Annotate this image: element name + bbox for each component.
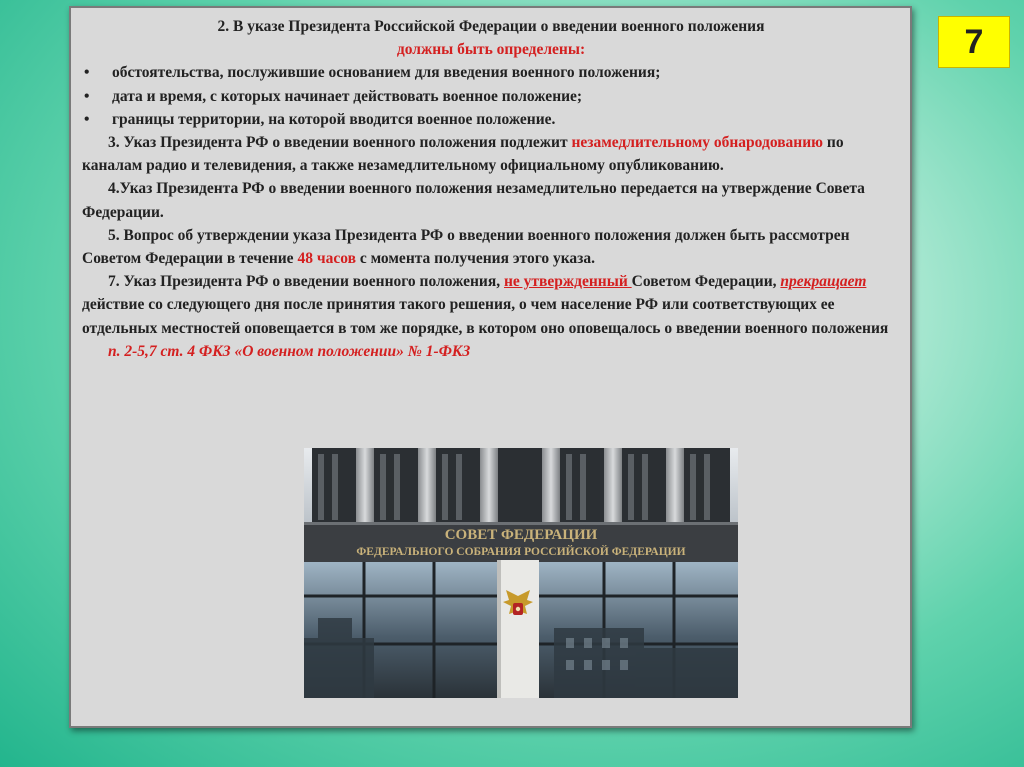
federation-council-building-photo: [304, 448, 738, 698]
bullet-text: обстоятельства, послужившие основанием для введения военного положения;: [112, 64, 661, 82]
para-3-text: 3. Указ Президента РФ о введении военного положения подлежит: [108, 134, 572, 152]
para-5-text-end: с момента получения этого указа.: [355, 250, 596, 268]
building-sign-line-2: ФЕДЕРАЛЬНОГО СОБРАНИЯ РОССИЙСКОЙ ФЕДЕРАЦИИ: [356, 546, 686, 558]
law-reference: п. 2-5,7 ст. 4 ФКЗ «О военном положении» № 1-ФКЗ: [108, 342, 471, 360]
paragraph-4: 4.Указ Президента РФ о введении военного положения незамедлительно передается на утверждение Совета Федерации.: [82, 180, 865, 221]
content-panel: [69, 6, 912, 728]
bullet-item: [82, 108, 900, 131]
bullet-dot-icon: •: [84, 110, 90, 128]
para-7-highlight-italic: прекращает: [780, 273, 867, 291]
bullet-item: [82, 85, 900, 108]
paragraph-5: [82, 224, 900, 270]
para-5-highlight: 48 часов: [297, 250, 356, 268]
para-7-text: 7. Указ Президента РФ о введении военного положения,: [108, 273, 504, 291]
bullet-dot-icon: •: [84, 87, 90, 105]
bullet-item: [82, 61, 900, 84]
para-7-highlight-underlined: не утвержденный: [504, 273, 632, 291]
paragraph-3: [82, 131, 900, 177]
bullet-text: границы территории, на которой вводится военное положение.: [112, 110, 556, 128]
slide-number-badge: 7: [938, 16, 1010, 68]
para-3-highlight: незамедлительному обнародованию: [571, 134, 824, 152]
para-5-text: 5. Вопрос об утверждении указа Президента РФ о введении военного положения должен быть рассмотрен Советом Федерации в течение: [82, 226, 850, 268]
para-7-text-end: действие со следующего дня после принятия такого решения, о чем население РФ или соответствующих ее отдельных местностей оповещается в том же порядке, в котором оно оповещалось о введении военного положения: [82, 296, 889, 337]
section-2-heading-red: должны быть определены:: [396, 41, 586, 59]
section-2-heading: 2. В указе Президента Российской Федерации о введении военного положения: [217, 18, 765, 35]
paragraph-7: [82, 270, 900, 340]
para-3-text-end: по каналам радио и телевидения, а также незамедлительному официальному опубликованию.: [82, 134, 844, 175]
para-7-text-middle: Советом Федерации,: [631, 273, 781, 291]
bullet-text: дата и время, с которых начинает действовать военное положение;: [112, 87, 583, 105]
slide-text: [82, 15, 900, 363]
bullet-dot-icon: •: [84, 64, 90, 82]
building-sign-line-1: СОВЕТ ФЕДЕРАЦИИ: [444, 527, 598, 543]
